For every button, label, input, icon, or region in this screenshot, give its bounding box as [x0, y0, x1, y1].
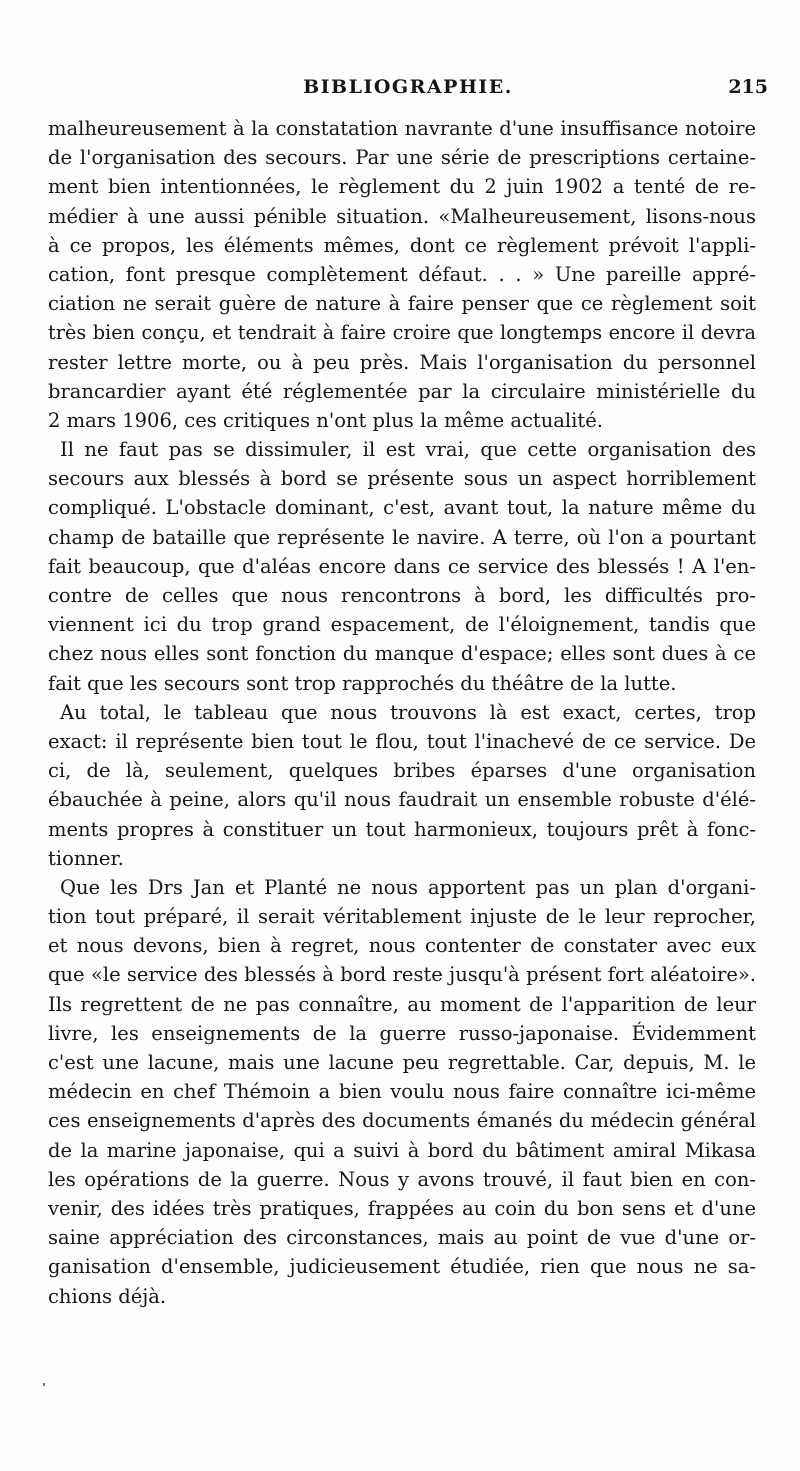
text-line: secours aux blessés à bord se présente sous un aspect horriblement [48, 467, 756, 491]
text-line: champ de bataille que représente le navire. A terre, où l'on a pourtant [48, 525, 756, 549]
text-line: Au total, le tableau que nous trouvons là est exact, certes, trop [60, 700, 756, 724]
running-header [48, 76, 768, 100]
text-line: malheureusement à la constatation navrante d'une insuffisance notoire [48, 117, 756, 140]
text-line: compliqué. L'obstacle dominant, c'est, avant tout, la nature même du [48, 496, 756, 520]
text-line: ment bien intentionnées, le règlement du 2 juin 1902 a tenté de re- [48, 175, 756, 199]
text-line: fait beaucoup, que d'aléas encore dans ce service des blessés ! A l'en- [48, 554, 756, 578]
text-line: ces enseignements d'après des documents émanés du médecin général [48, 1109, 756, 1133]
text-line: Que les Drs Jan et Planté ne nous apportent pas un plan d'organi- [60, 875, 756, 899]
text-line: contre de celles que nous rencontrons à bord, les difficultés pro- [48, 584, 756, 607]
text-line: viennent ici du trop grand espacement, de l'éloignement, tandis que [48, 613, 756, 637]
text-line: ciation ne serait guère de nature à faire penser que ce règlement soit [48, 292, 756, 316]
text-line: rester lettre morte, ou à peu près. Mais l'organisation du personnel [48, 350, 756, 374]
text-line: et nous devons, bien à regret, nous contenter de constater avec eux [48, 934, 756, 958]
text-line: ments propres à constituer un tout harmonieux, toujours prêt à fonc- [48, 817, 756, 841]
text-line: saine appréciation des circonstances, mais au point de vue d'une or- [48, 1226, 756, 1250]
page-number: 215 [728, 76, 768, 98]
text-line: cation, font presque complètement défaut. . . » Une pareille appré- [48, 262, 756, 286]
text-line: venir, des idées très pratiques, frappées au coin du bon sens et d'une [48, 1196, 756, 1220]
body-text [48, 114, 756, 1311]
text-line: que «le service des blessés à bord reste jusqu'à présent fort aléatoire». [48, 963, 756, 987]
text-line: médier à une aussi pénible situation. «Malheureusement, lisons-nous [48, 204, 756, 228]
text-line: 2 mars 1906, ces critiques n'ont plus la même actualité. [48, 408, 603, 432]
text-line: médecin en chef Thémoin a bien voulu nous faire connaître ici-même [48, 1080, 756, 1104]
text-line: chez nous elles sont fonction du manque d'espace; elles sont dues à ce [48, 642, 756, 666]
text-line: tion tout préparé, il serait véritablement injuste de le leur reprocher, [48, 905, 756, 929]
text-line: de la marine japonaise, qui a suivi à bord du bâtiment amiral Mikasa [48, 1138, 756, 1162]
text-line: livre, les enseignements de la guerre russo-japonaise. Évidemment [48, 1021, 756, 1045]
text-line: fait que les secours sont trop rapprochés du théâtre de la lutte. [48, 671, 677, 695]
running-title: BIBLIOGRAPHIE. [303, 76, 513, 98]
text-line: très bien conçu, et tendrait à faire croire que longtemps encore il devra [48, 321, 756, 345]
text-line: ganisation d'ensemble, judicieusement étudiée, rien que nous ne sa- [48, 1255, 756, 1279]
text-line: Ils regrettent de ne pas connaître, au moment de l'apparition de leur [48, 992, 756, 1016]
text-line: de l'organisation des secours. Par une série de prescriptions certaine- [48, 146, 756, 170]
text-line: c'est une lacune, mais une lacune peu regrettable. Car, depuis, M. le [48, 1051, 756, 1074]
text-line: Il ne faut pas se dissimuler, il est vrai, que cette organisation des [60, 438, 756, 462]
scan-speck [43, 1383, 45, 1386]
text-line: brancardier ayant été réglementée par la circulaire ministérielle du [48, 379, 756, 403]
text-line: ci, de là, seulement, quelques bribes éparses d'une organisation [48, 759, 756, 783]
text-line: les opérations de la guerre. Nous y avons trouvé, il faut bien en con- [48, 1167, 756, 1191]
text-line: chions déjà. [48, 1284, 167, 1308]
text-line: à ce propos, les éléments mêmes, dont ce règlement prévoit l'appli- [48, 233, 756, 257]
text-line: tionner. [48, 846, 124, 870]
text-line: exact: il représente bien tout le flou, tout l'inachevé de ce service. De [48, 729, 756, 753]
text-line: ébauchée à peine, alors qu'il nous faudrait un ensemble robuste d'élé- [48, 788, 756, 812]
